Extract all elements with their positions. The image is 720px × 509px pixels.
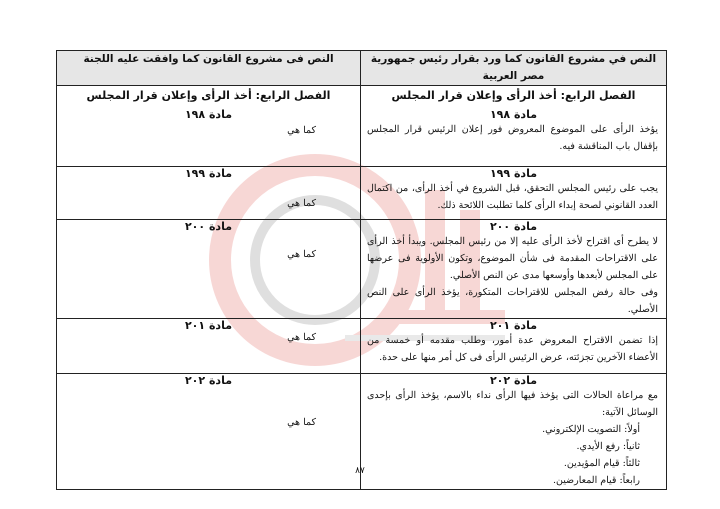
- article-title: مادة ١٩٨: [184, 108, 233, 121]
- same-text-label: كما هي: [287, 417, 316, 428]
- committee-cell: [57, 220, 361, 319]
- committee-cell: [57, 167, 361, 220]
- chapter-title: الفصل الرابع: أخذ الرأى وإعلان قرار المجلس: [391, 89, 636, 102]
- article-title: مادة ١٩٨: [489, 108, 538, 121]
- original-cell: [361, 86, 667, 167]
- list-item: رابعاً: قيام المعارضين.: [552, 475, 640, 486]
- same-text-label: كما هي: [287, 332, 316, 343]
- table-row: [57, 167, 667, 220]
- article-title: مادة ٢٠٠: [489, 220, 538, 233]
- article-title: مادة ١٩٩: [489, 167, 538, 180]
- chapter-title: الفصل الرابع: أخذ الرأى وإعلان قرار المجلس: [86, 89, 331, 102]
- original-cell: [361, 220, 667, 319]
- article-title: مادة ٢٠٠: [184, 220, 233, 233]
- list-item: ثانياً: رفع الأيدي.: [576, 441, 640, 452]
- table-row: [57, 220, 667, 319]
- table-row: [57, 86, 667, 167]
- header-original-text: النص في مشروع القانون كما ورد بقرار رئيس جمهورية مصر العربية: [361, 51, 667, 86]
- same-text-label: كما هي: [287, 198, 316, 209]
- committee-cell: [57, 86, 361, 167]
- same-text-label: كما هي: [287, 249, 316, 260]
- comparison-table: [56, 50, 667, 490]
- article-body: يجب على رئيس المجلس التحقق، قبل الشروع في أخذ الرأى، من اكتمال العدد القانوني لصحة إبداء الرأى كلما تطلبت اللائحة ذلك.: [367, 183, 658, 211]
- list-item: أولاً: التصويت الإلكتروني.: [542, 424, 640, 435]
- table-row: [57, 319, 667, 374]
- list-item: ثالثاً: قيام المؤيدين.: [563, 458, 640, 469]
- page-number: ٨٧: [355, 466, 365, 476]
- header-committee-text: النص فى مشروع القانون كما وافقت عليه اللجنة: [57, 51, 361, 86]
- same-text-label: كما هي: [287, 125, 316, 136]
- committee-cell: [57, 319, 361, 374]
- article-title: مادة ٢٠٢: [489, 374, 538, 387]
- original-cell: [361, 167, 667, 220]
- article-title: مادة ٢٠١: [184, 319, 233, 332]
- article-body: إذا تضمن الاقتراح المعروض عدة أمور، وطلب مقدمه أو خمسة من الأعضاء الآخرين تجزئته، عرض الرئيس الرأى فى كل أمر منها على حدة.: [367, 335, 658, 363]
- article-body: مع مراعاة الحالات التى يؤخذ فيها الرأى نداء بالاسم، يؤخذ الرأى بإحدى الوسائل الآتية: أولاً: التصويت الإلكتروني. ثانياً: رفع الأيدي. ثالثاً: قيام المؤيدين. رابعاً: قيام المعارضين.: [361, 387, 666, 489]
- article-title: مادة ٢٠١: [489, 319, 538, 332]
- article-title: مادة ٢٠٢: [184, 374, 233, 387]
- header-row: [57, 51, 667, 86]
- article-body: لا يطرح أى اقتراح لأخذ الرأى عليه إلا من رئيس المجلس. ويبدأ أخذ الرأى على الاقتراحات المقدمة فى شأن الموضوع، وتكون الأولوية فى عرضها على المجلس لأبعدها وأوسعها مدى عن النص الأصلي. وفى حالة رفض المجلس للاقتراحات المتكورة، يؤخذ الرأى على النص الأصلي.: [367, 236, 658, 315]
- original-cell: [361, 319, 667, 374]
- article-body: يؤخذ الرأى على الموضوع المعروض فور إعلان الرئيس قرار المجلس بإقفال باب المناقشة فيه.: [367, 124, 658, 152]
- article-title: مادة ١٩٩: [184, 167, 233, 180]
